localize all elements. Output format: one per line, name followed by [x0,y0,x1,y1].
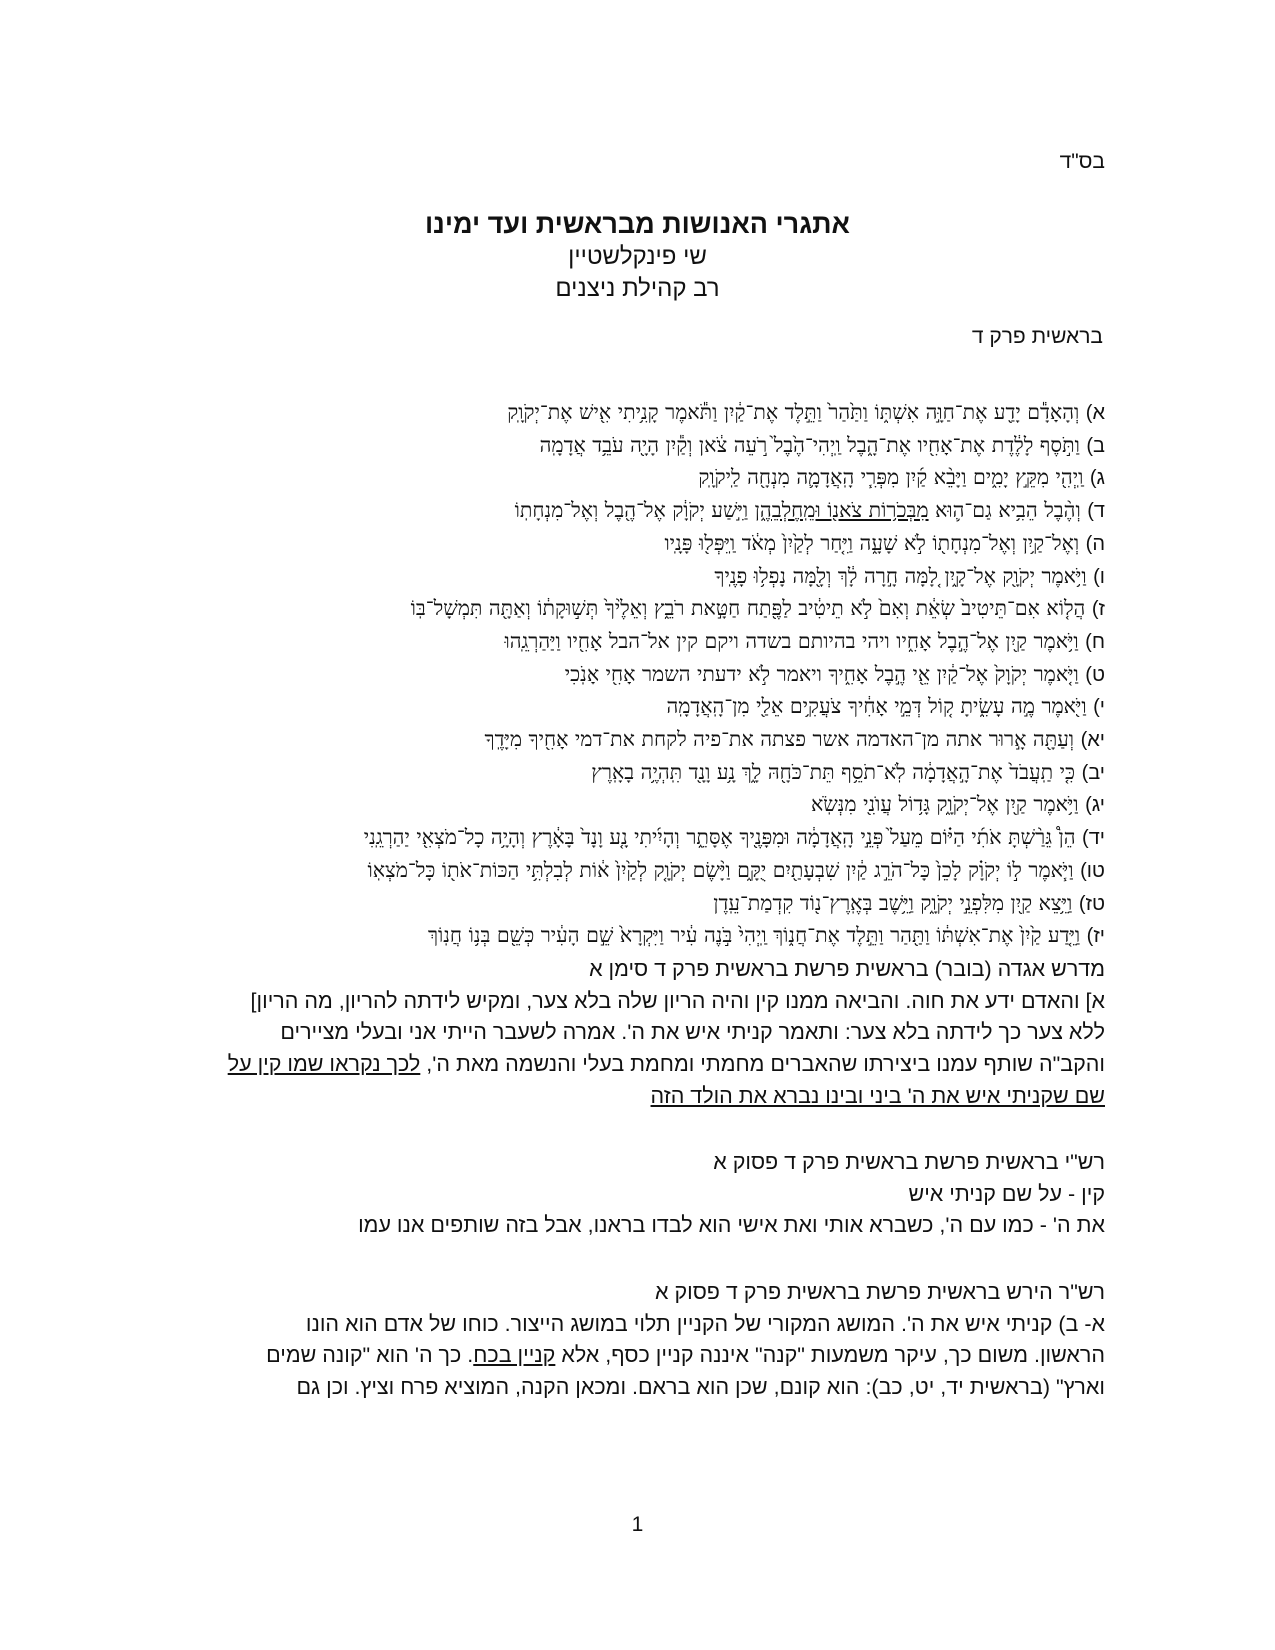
verse-text: וַיֹּ֥אמֶר קַ֖יִן אֶל־הֶ֣בֶל אָחִ֑יו ויהי בהיותם בשדה ויקם קין אל־הבל אָחִ֖יו וַיַּהַרְגֵֽהוּ [504,628,1079,653]
verse-underlined-text: מִבְּכֹר֥וֹת צֹאנ֖וֹ וּמֵֽחֶלְבֵהֶ֑ן [754,498,929,523]
midrash-underlined-line: שם שקניתי איש את ה' ביני ובינו נברא את הולד הזה [650,1083,1105,1108]
verse-text: הֵן֩ גֵּרַ֨שְׁתָּ אֹתִ֜י הַיּ֗וֹם מֵעַל֙ פְּנֵ֣י הָֽאֲדָמָ֔ה וּמִפָּנֶ֖יךָ אֶסָּתֵ֑ר וְהָיִ֜יתִי נָ֤ע וָנָד֙ בָּאָ֔רֶץ וְהָיָ֥ה כָל־מֹצְאִ֖י יַהַרְגֵֽנִי [363,825,1076,850]
midrash-underlined-text: לכך נקראו שמו קין על [227,1052,421,1077]
author-role: רב קהילת ניצנים [555,275,720,302]
rshr-heading: רש"ר הירש בראשית פרשת בראשית פרק ד פסוק א [654,1280,1105,1304]
document-title: אתגרי האנושות מבראשית ועד ימינו [425,209,850,239]
rshr-text: . כך ה' הוא "קונה שמים [266,1343,474,1368]
verse-number: ב) [1086,434,1105,457]
verse-number: טז) [1078,892,1105,915]
verse-line [170,822,1105,855]
verse-text: וְהָאָדָ֕ם יָדַ֖ע אֶת־חַוָּ֣ה אִשְׁתּ֑וֹ וַתַּ֙הַר֙ וַתֵּ֣לֶד אֶת־קַ֔יִן וַתֹּ֕אמֶר קָנִ֥יתִי אִ֖ישׁ אֶת־יְקֹוָֽק [507,400,1080,424]
rshr-text: הראשון. משום כך, עיקר משמעות "קנה" איננה קניין כסף, אלא [555,1343,1105,1368]
verse-line [170,789,1105,822]
author-name: שי פינקלשטיין [568,243,707,270]
verse-number: ט) [1085,663,1105,686]
verse-number: ה) [1085,532,1105,555]
verse-text: וְהֶ֨בֶל הֵבִ֥יא גַם־ה֛וּא [935,498,1081,523]
rashi-heading: רש"י בראשית פרשת בראשית פרק ד פסוק א [713,1150,1105,1174]
verse-number: טו) [1080,859,1105,882]
title-block [0,207,1275,305]
verse-number: יא) [1080,729,1105,752]
verse-line [170,528,1105,561]
verse-line [170,561,1105,594]
verse-text: וַיֹּ֖אמֶר מֶ֣ה עָשִׂ֑יתָ ק֚וֹל דְּמֵ֣י אָחִ֔יךָ צֹעֲקִ֥ים אֵלַ֖י מִן־הָֽאֲדָמָֽה [666,694,1087,719]
verse-line [170,855,1105,888]
chapter-heading: בראשית פרק ד [971,325,1103,348]
midrash-line: ללא צער כך לידתה בלא צער: ותאמר קניתי איש את ה'. אמרה לשעבר הייתי אני ובעלי מציירים [280,1020,1105,1045]
rshr-section [170,1277,1105,1404]
rashi-section [170,1147,1105,1242]
rshr-line: א- ב) קניתי איש את ה'. המושג המקורי של הקניין תלוי במושג הייצור. כוחו של אדם הוא הונו [305,1311,1105,1336]
verse-text: וַתֹּ֣סֶף לָלֶ֔דֶת אֶת־אָחִ֖יו אֶת־הָ֑בֶל וַֽיְהִי־הֶ֙בֶל֙ רֹ֣עֵה צֹ֔אן וְקַ֕יִן הָיָ֖ה עֹבֵ֥ד אֲדָמָֽה [539,432,1080,457]
verse-line [170,593,1105,626]
verse-line [170,724,1105,757]
verse-line [170,626,1105,659]
verse-number: יב) [1081,761,1105,784]
verse-text: וַיֹּ֤אמֶר יְקֹוָק֙ אֶל־קַ֔יִן אֵ֖י הֶ֣בֶל אָחִ֑יךָ ויאמר לֹ֣א ידעתי השמר אָחִ֖י אָנֹֽכִי [564,661,1079,686]
verse-number: ז) [1091,598,1105,621]
verse-line [170,397,1105,430]
verse-line [170,430,1105,463]
verse-text: וַיֹּ֥אמֶר קַ֖יִן אֶל־יְקֹוָ֑ק גָּד֥וֹל עֲוֺנִ֖י מִנְּשֹֽׂא [810,792,1079,817]
midrash-text: והקב"ה שותף עמנו ביצירתו שהאברים מחמתי ומחמת בעלי והנשמה מאת ה', [420,1052,1105,1077]
verse-number: ד) [1087,500,1105,523]
verse-list [170,397,1105,953]
rashi-line: את ה' - כמו עם ה', כשברא אותי ואת אישי הוא לבדו בראנו, אבל בזה שותפים אנו עמו [358,1213,1105,1238]
midrash-section [170,954,1105,1113]
verse-text: וַֽיְהִ֖י מִקֵּ֣ץ יָמִ֑ים וַיָּבֵ֨א קַ֜יִן מִפְּרִ֧י הָֽאֲדָמָ֛ה מִנְחָ֖ה לַֽיקֹוָֽק [698,465,1084,490]
rshr-line [170,1340,1105,1372]
corner-mark: בס"ד [1059,150,1105,173]
verse-line [170,462,1105,495]
verse-text: וְאֶל־קַ֥יִן וְאֶל־מִנְחָת֖וֹ לֹ֣א שָׁעָ֑ה וַיִּ֤חַר לְקַ֙יִן֙ מְאֹ֔ד וַֽיִּפְּל֖וּ פָּנָֽיו [664,530,1080,555]
verse-line [170,659,1105,692]
verse-line [170,495,1105,528]
page-number: 1 [631,1513,644,1536]
verse-number: ג) [1089,467,1105,490]
verse-text: כִּ֤י תַֽעֲבֹד֙ אֶת־הָ֣אֲדָמָ֔ה לֹֽא־תֹסֵ֥ף תֵּת־כֹּחָ֖הּ לָ֑ךְ נָ֥ע וָנָ֖ד תִּֽהְיֶ֥ה בָאָֽרֶץ [591,759,1076,784]
verse-number: יג) [1085,794,1105,817]
rshr-underlined-text: קניין בכח [473,1343,556,1368]
verse-text: וַיֵּ֤דַע קַ֙יִן֙ אֶת־אִשְׁתּ֔וֹ וַתַּ֖הַר וַתֵּ֣לֶד אֶת־חֲנ֑וֹךְ וַֽיְהִי֙ בֹּ֣נֶה עִ֔יר וַיִּקְרָא֙ שֵׁ֣ם הָעִ֔יר כְּשֵׁ֖ם בְּנ֥וֹ חֲנֽוֹךְ [427,923,1081,948]
verse-line [170,757,1105,790]
verse-number: יד) [1082,827,1105,850]
verse-text: וַיֹּ֥אמֶר יְקֹוָ֖ק אֶל־קָ֑יִן לָ֚מָּה חָ֣רָה לָ֔ךְ וְלָ֖מָּה נָפְל֥וּ פָנֶֽיךָ [714,563,1087,588]
rashi-line: קין - על שם קניתי איש [908,1181,1105,1206]
verse-number: י) [1093,696,1105,719]
verse-line [170,920,1105,953]
verse-number: א) [1085,402,1105,424]
midrash-heading: מדרש אגדה (בובר) בראשית פרשת בראשית פרק ד סימן א [589,957,1105,981]
midrash-line: א] והאדם ידע את חוה. והביאה ממנו קין והיה הריון שלה בלא צער, ומקיש לידתה להריון, מה הריון] [250,988,1105,1013]
verse-line [170,888,1105,921]
verse-line [170,691,1105,724]
midrash-line [170,1049,1105,1081]
verse-number: ו) [1093,565,1105,588]
verse-text: וַיֹּ֧אמֶר ל֣וֹ יְקֹוָ֗ק לָכֵן֙ כָּל־הֹרֵ֣ג קַ֔יִן שִׁבְעָתַ֖יִם יֻקָּ֑ם וַיָּ֨שֶׂם יְקֹוָ֤ק לְקַ֙יִן֙ א֔וֹת לְבִלְתִּ֥י הַכּוֹת־אֹת֖וֹ כָּל־מֹצְאֽוֹ [367,857,1074,882]
verse-text: וַיֵּ֥צֵא קַ֖יִן מִלִּפְנֵ֣י יְקֹוָ֑ק וַיֵּ֥שֶׁב בְּאֶֽרֶץ־נ֖וֹד קִדְמַת־עֵֽדֶן [713,890,1073,915]
verse-number: ח) [1085,630,1105,653]
verse-number: יז) [1086,925,1105,948]
rshr-line: וארץ" (בראשית יד, יט, כב): הוא קונם, שכן הוא בראם. ומכאן הקנה, המוציא פרח וציץ. וכן גם [296,1375,1105,1400]
verse-text: הֲל֤וֹא אִם־תֵּיטִיב֙ שְׂאֵ֔ת וְאִם֙ לֹ֣א תֵיטִ֔יב לַפֶּ֖תַח חַטָּ֣את רֹבֵ֑ץ וְאֵלֶ֙יךָ֙ תְּשׁ֣וּקָת֔וֹ וְאַתָּ֖ה תִּמְשָׁל־בּֽוֹ [410,596,1086,621]
verse-text: וְעַתָּ֖ה אָ֣רוּר אתה מן־האדמה אשר פצתה את־פיה לקחת את־דמי אָחִ֖יךָ מִיָּדֶֽךָ [484,727,1075,752]
verse-text: וַיִּ֣שַׁע יְקֹוָ֔ק אֶל־הֶ֖בֶל וְאֶל־מִנְחָתֽוֹ [514,498,749,523]
